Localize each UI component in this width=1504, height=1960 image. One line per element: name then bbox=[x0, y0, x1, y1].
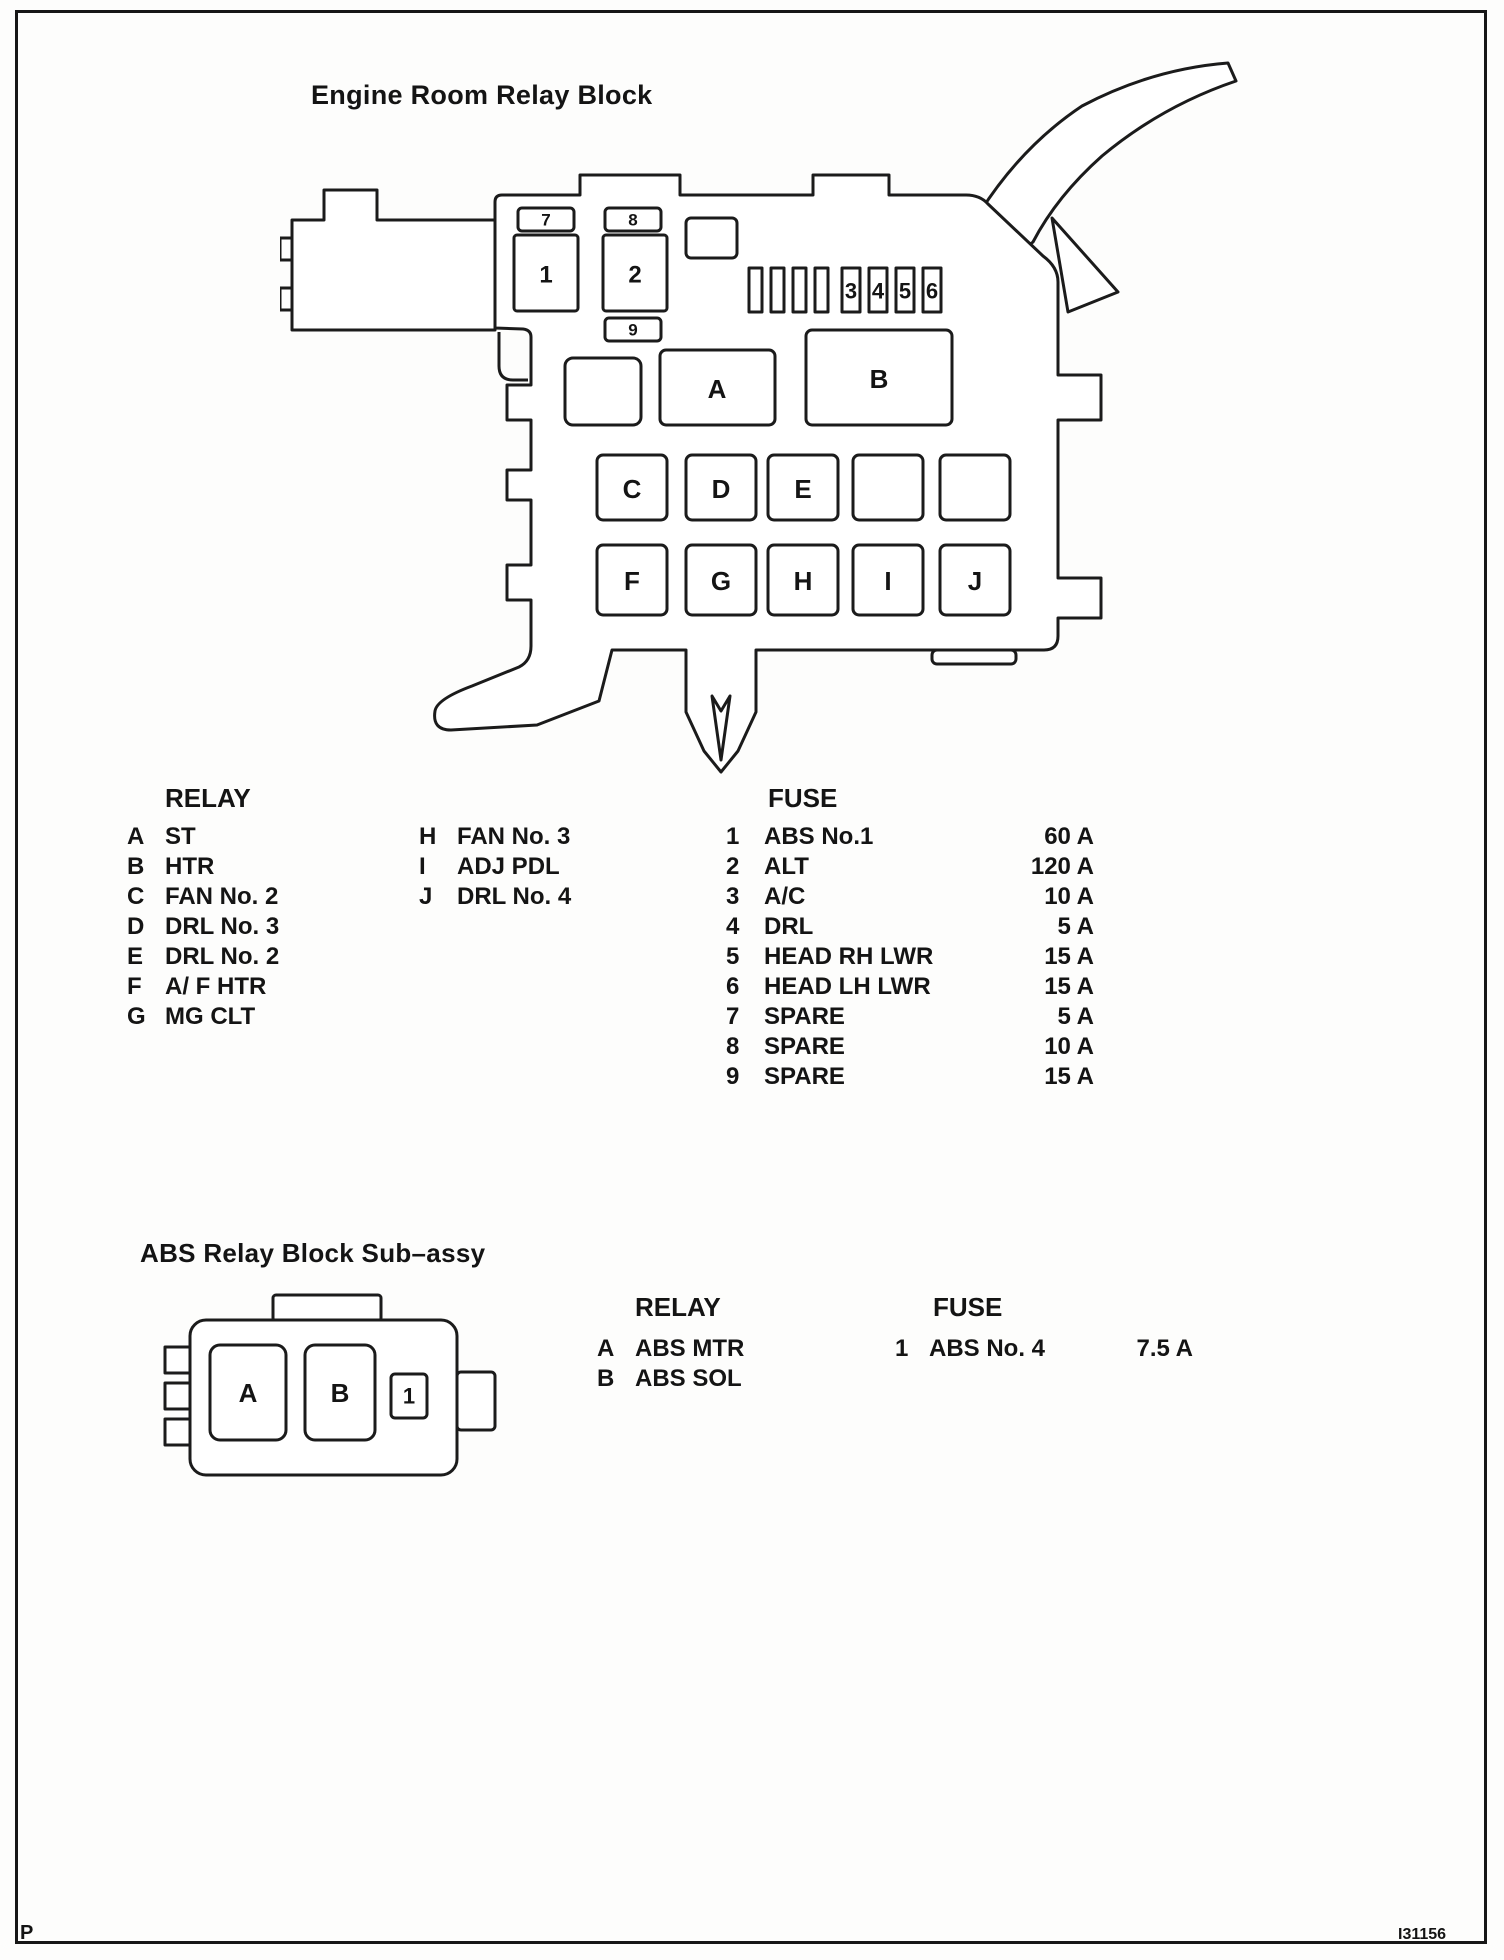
fuse-key: 9 bbox=[726, 1063, 740, 1090]
fuse-amps: 15 A bbox=[1044, 943, 1094, 970]
relay-g-label: G bbox=[710, 566, 732, 596]
relay-label: MG CLT bbox=[165, 1003, 256, 1030]
relay-legend-heading: RELAY bbox=[165, 783, 251, 813]
fuse-9-label: 9 bbox=[628, 320, 638, 340]
blank-fuse-slot bbox=[815, 268, 828, 312]
abs-left-tab bbox=[165, 1383, 191, 1409]
fuse-legend-list bbox=[726, 822, 1094, 1092]
relay-legend-row bbox=[127, 882, 279, 912]
fuse-legend-row bbox=[726, 882, 1094, 912]
fuse-5-label: 5 bbox=[898, 278, 912, 304]
fuse-key: 1 bbox=[895, 1335, 909, 1362]
relay-key: J bbox=[419, 883, 433, 910]
relay-legend-row bbox=[419, 852, 571, 882]
relay-legend-row bbox=[597, 1334, 744, 1364]
fuse-amps: 15 A bbox=[1044, 973, 1094, 1000]
abs-fuse-legend-list bbox=[895, 1334, 1193, 1364]
abs-fuse-legend-heading: FUSE bbox=[933, 1292, 1003, 1322]
fuse-1-label: 1 bbox=[539, 261, 553, 289]
inner-step-line bbox=[499, 332, 528, 380]
fuse-label: SPARE bbox=[764, 1033, 845, 1060]
fuse-amps: 5 A bbox=[1057, 913, 1094, 940]
fuse-key: 1 bbox=[726, 823, 740, 850]
fuse-key: 5 bbox=[726, 943, 740, 970]
abs-block-title: ABS Relay Block Sub–assy bbox=[140, 1238, 486, 1268]
relay-legend-row bbox=[127, 942, 279, 972]
relay-key: A bbox=[597, 1335, 615, 1362]
corner-mark: P bbox=[20, 1922, 34, 1944]
left-wing-shape bbox=[292, 190, 495, 330]
abs-left-tab bbox=[165, 1347, 191, 1373]
fuse-legend-row bbox=[726, 1062, 1094, 1092]
relay-label: ABS SOL bbox=[635, 1365, 742, 1392]
blank-fuse-slot bbox=[793, 268, 806, 312]
relay-label: FAN No. 2 bbox=[165, 883, 279, 910]
relay-key: G bbox=[127, 1003, 146, 1030]
fuse-6-label: 6 bbox=[925, 278, 939, 304]
relay-j-label: J bbox=[967, 566, 983, 596]
relay-label: DRL No. 3 bbox=[165, 913, 280, 940]
empty-relay-box bbox=[940, 455, 1010, 520]
figure-code: I31156 bbox=[1398, 1926, 1447, 1943]
fuse-label: ALT bbox=[764, 853, 809, 880]
empty-relay-box bbox=[853, 455, 923, 520]
fuse-amps: 7.5 A bbox=[1136, 1335, 1193, 1362]
relay-label: DRL No. 4 bbox=[457, 883, 572, 910]
fuse-key: 6 bbox=[726, 973, 740, 1000]
relay-legend-column1 bbox=[127, 822, 279, 1032]
relay-e-label: E bbox=[794, 474, 812, 504]
fuse-legend-row bbox=[726, 822, 1094, 852]
fuse-label: DRL bbox=[764, 913, 814, 940]
fuse-legend-row bbox=[726, 1032, 1094, 1062]
abs-relay-b-label: B bbox=[330, 1378, 350, 1408]
relay-key: D bbox=[127, 913, 145, 940]
relay-c-label: C bbox=[622, 474, 642, 504]
relay-legend-column2 bbox=[419, 822, 571, 912]
fuse-amps: 10 A bbox=[1044, 883, 1094, 910]
relay-label: A/ F HTR bbox=[165, 973, 267, 1000]
relay-legend-row bbox=[419, 882, 571, 912]
relay-h-label: H bbox=[793, 566, 813, 596]
fuse-amps: 15 A bbox=[1044, 1063, 1094, 1090]
fuse-7-label: 7 bbox=[541, 210, 551, 230]
relay-key: H bbox=[419, 823, 437, 850]
fuse-label: ABS No.1 bbox=[764, 823, 874, 850]
abs-relay-legend-list bbox=[597, 1334, 744, 1394]
engine-relay-block-diagram bbox=[280, 60, 1270, 790]
fuse-label: HEAD LH LWR bbox=[764, 973, 931, 1000]
fuse-label: SPARE bbox=[764, 1063, 845, 1090]
relay-legend-row bbox=[597, 1364, 744, 1394]
relay-key: E bbox=[127, 943, 144, 970]
fuse-legend-row bbox=[726, 852, 1094, 882]
arm-bracket-shape bbox=[1052, 218, 1118, 312]
fuse-legend-row bbox=[895, 1334, 1193, 1364]
abs-fuse-1-label: 1 bbox=[402, 1383, 416, 1409]
blank-fuse-slot bbox=[771, 268, 784, 312]
relay-legend-row bbox=[419, 822, 571, 852]
fuse-label: A/C bbox=[764, 883, 806, 910]
fuse-legend-row bbox=[726, 1002, 1094, 1032]
fuse-label: HEAD RH LWR bbox=[764, 943, 934, 970]
relay-i-label: I bbox=[884, 566, 892, 596]
relay-key: F bbox=[127, 973, 142, 1000]
relay-key: B bbox=[127, 853, 145, 880]
empty-slot-box bbox=[565, 358, 641, 425]
fuse-3-label: 3 bbox=[844, 278, 858, 304]
fuse-legend-row bbox=[726, 972, 1094, 1002]
fuse-key: 7 bbox=[726, 1003, 740, 1030]
relay-key: A bbox=[127, 823, 145, 850]
abs-top-tab bbox=[273, 1295, 381, 1321]
fuse-amps: 60 A bbox=[1044, 823, 1094, 850]
fuse-key: 3 bbox=[726, 883, 740, 910]
relay-legend-row bbox=[127, 972, 279, 1002]
relay-key: C bbox=[127, 883, 145, 910]
abs-right-tab bbox=[457, 1372, 495, 1430]
fuse-legend-row bbox=[726, 942, 1094, 972]
fuse-amps: 120 A bbox=[1030, 853, 1094, 880]
relay-key: I bbox=[419, 853, 426, 880]
fuse-legend-row bbox=[726, 912, 1094, 942]
fuse-amps: 10 A bbox=[1044, 1033, 1094, 1060]
relay-label: ST bbox=[165, 823, 196, 850]
relay-f-label: F bbox=[624, 566, 640, 596]
abs-relay-legend-heading: RELAY bbox=[635, 1292, 721, 1322]
abs-relay-block-diagram bbox=[160, 1290, 505, 1490]
abs-relay-a-label: A bbox=[238, 1378, 258, 1408]
abs-left-tab bbox=[165, 1419, 191, 1445]
fuse-key: 2 bbox=[726, 853, 740, 880]
fuse-legend-heading: FUSE bbox=[768, 783, 838, 813]
relay-label: ABS MTR bbox=[635, 1335, 745, 1362]
blank-fuse-slot bbox=[749, 268, 762, 312]
relay-label: HTR bbox=[165, 853, 215, 880]
fuse-key: 4 bbox=[726, 913, 740, 940]
relay-label: ADJ PDL bbox=[457, 853, 560, 880]
relay-label: DRL No. 2 bbox=[165, 943, 280, 970]
fuse-label: SPARE bbox=[764, 1003, 845, 1030]
small-component-box bbox=[686, 218, 737, 258]
fuse-amps: 5 A bbox=[1057, 1003, 1094, 1030]
fuse-2-label: 2 bbox=[628, 261, 642, 289]
relay-d-label: D bbox=[711, 474, 731, 504]
fuse-label: ABS No. 4 bbox=[929, 1335, 1046, 1362]
fuse-key: 8 bbox=[726, 1033, 740, 1060]
relay-b-label: B bbox=[869, 364, 889, 394]
relay-legend-row bbox=[127, 1002, 279, 1032]
relay-legend-row bbox=[127, 912, 279, 942]
body-foot bbox=[932, 650, 1016, 664]
relay-legend-row bbox=[127, 822, 279, 852]
fuse-8-label: 8 bbox=[628, 210, 638, 230]
fuse-4-label: 4 bbox=[871, 278, 885, 304]
relay-legend-row bbox=[127, 852, 279, 882]
relay-key: B bbox=[597, 1365, 615, 1392]
relay-label: FAN No. 3 bbox=[457, 823, 571, 850]
relay-a-label: A bbox=[707, 374, 727, 404]
engine-block-title: Engine Room Relay Block bbox=[311, 80, 653, 110]
